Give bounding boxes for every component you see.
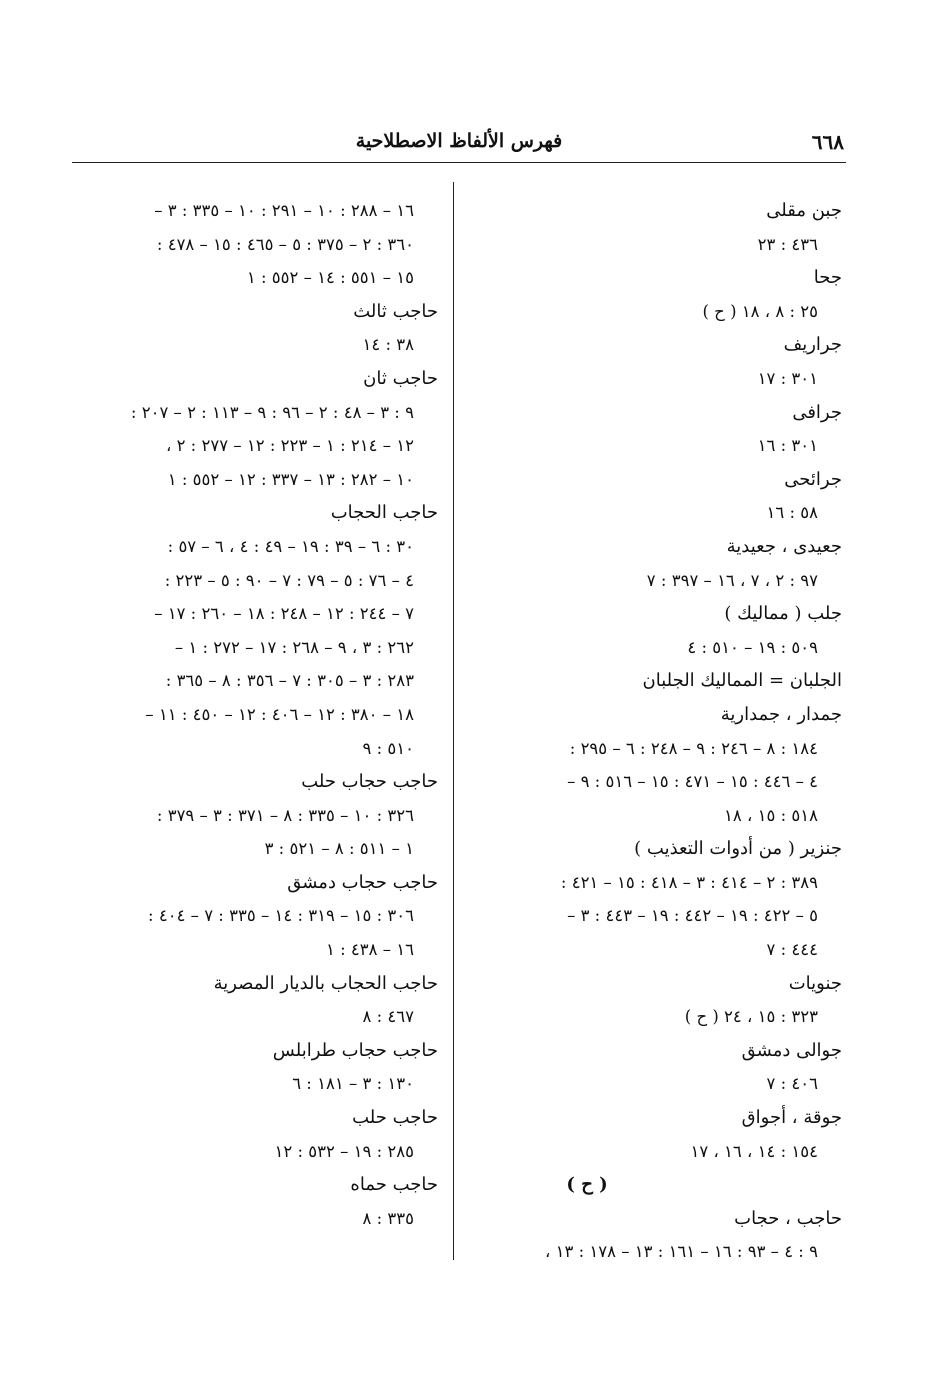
index-term: جمدار ، جمدارية xyxy=(720,703,842,725)
page-reference: ٤٣٦ : ٢٣ xyxy=(757,234,818,254)
page-reference: ٣٨ : ١٤ xyxy=(362,335,414,355)
page-reference: ١٢ – ٢١٤ : ١ – ٢٢٣ : ١٢ – ٢٧٧ : ٢ ، xyxy=(165,436,414,456)
index-term: حاجب حلب xyxy=(352,1107,438,1129)
page-reference: ١٦ – ٤٣٨ : ١ xyxy=(325,940,414,960)
page-reference: ٢٨٣ : ٣ – ٣٠٥ : ٧ – ٣٥٦ : ٨ – ٣٦٥ : xyxy=(165,671,414,691)
page-reference: ٥ – ٤٢٢ : ١٩ – ٤٤٢ : ١٩ – ٤٤٣ : ٣ – xyxy=(567,906,818,926)
page-reference: ١٣٠ : ٣ – ١٨١ : ٦ xyxy=(292,1074,414,1094)
page-reference: ٩٧ : ٢ ، ٧ ، ١٦ – ٣٩٧ : ٧ xyxy=(646,570,818,590)
index-term: حاجب ثان xyxy=(363,367,438,389)
index-term: جوالى دمشق xyxy=(741,1039,842,1061)
page-reference: ١٨٤ : ٨ – ٢٤٦ : ٩ – ٢٤٨ : ٦ – ٢٩٥ : xyxy=(569,738,818,758)
column-divider xyxy=(453,182,454,1260)
page-reference: ٤٦٧ : ٨ xyxy=(362,1007,414,1027)
page-reference: ٩ : ٤ – ٩٣ : ١٦ – ١٦١ : ١٣ – ١٧٨ : ١٣ ، xyxy=(545,1242,818,1262)
page-reference: ٤٠٦ : ٧ xyxy=(766,1074,818,1094)
page-reference: ١٥٤ : ١٤ ، ١٦ ، ١٧ xyxy=(690,1141,818,1161)
index-term: حاجب حجاب حلب xyxy=(301,771,438,793)
index-term: جرافى xyxy=(792,401,842,423)
index-term: جحا xyxy=(813,267,842,289)
index-term: حاجب حجاب دمشق xyxy=(287,871,438,893)
index-term: حاجب حجاب طرابلس xyxy=(272,1039,438,1061)
page-number: ٦٦٨ xyxy=(811,130,844,154)
page-reference: ٥١٠ : ٩ xyxy=(362,738,414,758)
page-reference: ٩ : ٣ – ٤٨ : ٢ – ٩٦ : ٩ – ١١٣ : ٢ – ٢٠٧ : xyxy=(130,402,414,422)
index-term: جوقة ، أجواق xyxy=(741,1107,842,1129)
page-reference: ٣٨٩ : ٢ – ٤١٤ : ٣ – ٤١٨ : ١٥ – ٤٢١ : xyxy=(560,872,818,892)
page-reference: ٥١٨ : ١٥ ، ١٨ xyxy=(724,805,818,825)
letter-heading: ( ح ) xyxy=(566,1174,608,1196)
page-reference: ٤ – ٧٦ : ٥ – ٧٩ : ٧ – ٩٠ : ٥ – ٢٢٣ : xyxy=(164,570,414,590)
index-term: حاجب ثالث xyxy=(353,300,438,322)
index-term: جنزير ( من أدوات التعذيب ) xyxy=(634,838,842,860)
page-reference: ٣٠١ : ١٧ xyxy=(757,368,818,388)
page-reference: ٣٠ : ٦ – ٣٩ : ١٩ – ٤٩ : ٤ ، ٦ – ٥٧ : xyxy=(167,536,414,556)
index-term: جلب ( مماليك ) xyxy=(724,603,842,625)
page-reference: ١٨ – ٣٨٠ : ١٢ – ٤٠٦ : ١٢ – ٤٥٠ : ١١ – xyxy=(145,704,414,724)
page-reference: ٣٢٦ : ١٠ – ٣٣٥ : ٨ – ٣٧١ : ٣ – ٣٧٩ : xyxy=(156,805,414,825)
page-reference: ٢٦٢ : ٣ ، ٩ – ٢٦٨ : ١٧ – ٢٧٢ : ١ – xyxy=(174,637,414,657)
index-term: جعيدى ، جعيدية xyxy=(726,535,842,557)
page-reference: ٣٦٠ : ٢ – ٣٧٥ : ٥ – ٤٦٥ : ١٥ – ٤٧٨ : xyxy=(156,234,414,254)
page-reference: ١ – ٥١١ : ٨ – ٥٢١ : ٣ xyxy=(264,839,414,859)
page-reference: ٧ – ٢٤٤ : ١٢ – ٢٤٨ : ١٨ – ٢٦٠ : ١٧ – xyxy=(154,604,414,624)
index-term: حاجب ، حجاب xyxy=(734,1207,842,1229)
index-term: حاجب الحجاب بالديار المصرية xyxy=(213,972,438,994)
left-column xyxy=(68,196,438,1237)
page-reference: ٣٢٣ : ١٥ ، ٢٤ ( ح ) xyxy=(684,1007,818,1027)
page-reference: ٣٣٥ : ٨ xyxy=(362,1208,414,1228)
page-reference: ٤ – ٤٤٦ : ١٥ – ٤٧١ : ١٥ – ٥١٦ : ٩ – xyxy=(567,772,818,792)
index-term: حاجب الحجاب xyxy=(330,502,438,524)
page-reference: ١٥ – ٥٥١ : ١٤ – ٥٥٢ : ١ xyxy=(246,268,414,288)
page-reference: ١٠ – ٢٨٢ : ١٣ – ٣٣٧ : ١٢ – ٥٥٢ : ١ xyxy=(167,469,414,489)
index-term: جراريف xyxy=(783,334,842,356)
index-term: جرائحى xyxy=(784,468,842,490)
index-term: حاجب حماه xyxy=(350,1174,438,1196)
page-header xyxy=(72,128,846,163)
index-term: جبن مقلى xyxy=(766,200,842,221)
page-reference: ٣٠١ : ١٦ xyxy=(757,436,818,456)
page-reference: ٥٨ : ١٦ xyxy=(766,503,818,523)
page-reference: ٥٠٩ : ١٩ – ٥١٠ : ٤ xyxy=(687,637,818,657)
index-term: جنويات xyxy=(788,972,842,994)
page-reference: ٣٠٦ : ١٥ – ٣١٩ : ١٤ – ٣٣٥ : ٧ – ٤٠٤ : xyxy=(148,906,414,926)
page-reference: ٤٤٤ : ٧ xyxy=(766,940,818,960)
page-reference: ١٦ – ٢٨٨ : ١٠ – ٢٩١ : ١٠ – ٣٣٥ : ٣ – xyxy=(154,201,414,220)
running-title: فهرس الألفاظ الاصطلاحية xyxy=(355,130,563,152)
right-column xyxy=(482,196,842,1271)
page-reference: ٢٥ : ٨ ، ١٨ ( ح ) xyxy=(702,301,818,321)
index-term: الجلبان = المماليك الجلبان xyxy=(642,670,842,692)
page-reference: ٢٨٥ : ١٩ – ٥٣٢ : ١٢ xyxy=(274,1141,414,1161)
